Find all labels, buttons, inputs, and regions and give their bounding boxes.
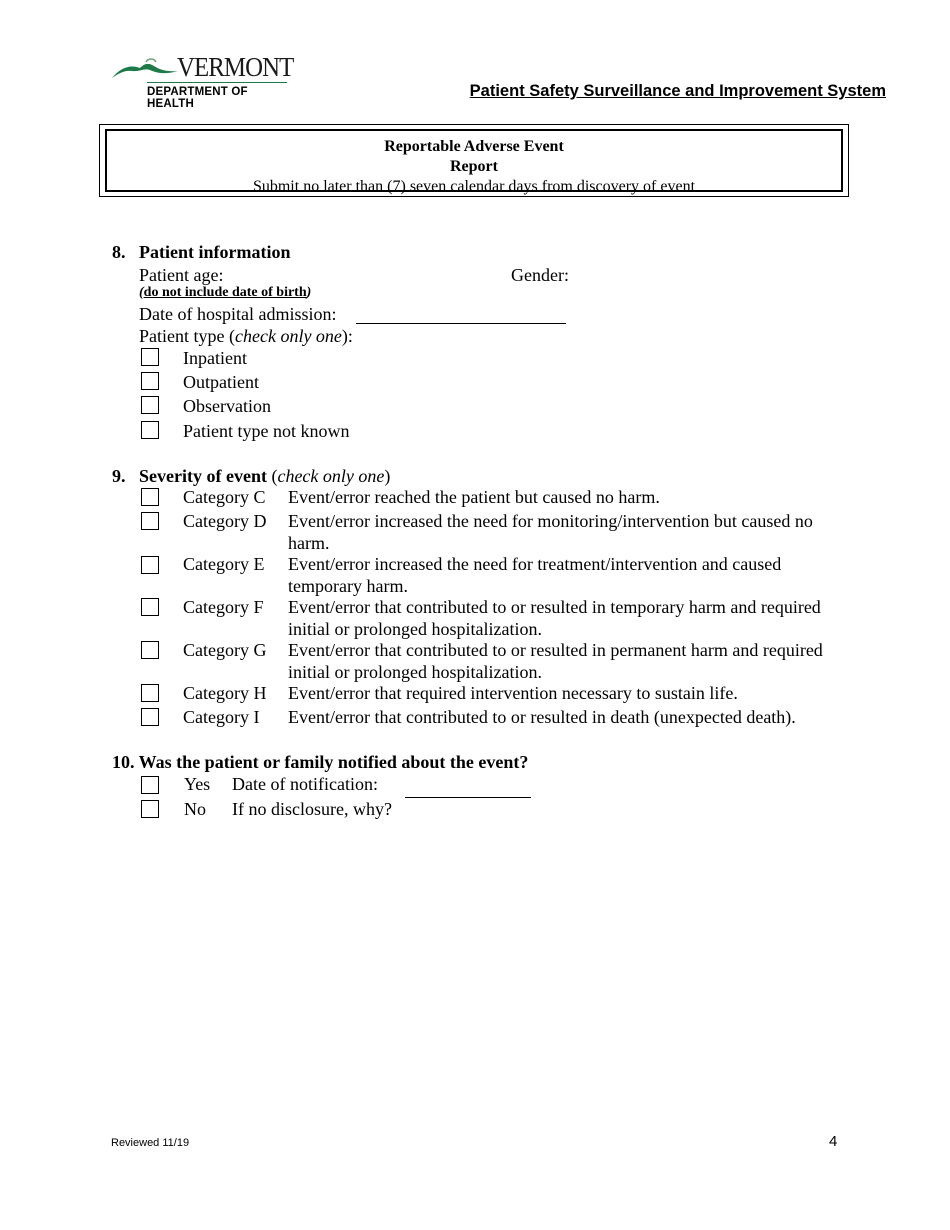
category-e-checkbox[interactable] [141,556,159,574]
observation-label: Observation [183,396,271,416]
section10-title: 10. Was the patient or family notified about the event? [112,752,529,772]
inpatient-checkbox[interactable] [141,348,159,366]
category-h-desc: Event/error that required intervention necessary to sustain life. [288,683,738,703]
no-disclosure-reason-label: If no disclosure, why? [232,799,392,819]
category-c-desc: Event/error reached the patient but caused no harm. [288,487,660,507]
patient-age-label: Patient age: [139,265,224,285]
reviewed-date: Reviewed 11/19 [111,1137,190,1149]
notified-no-checkbox[interactable] [141,800,159,818]
outpatient-label: Outpatient [183,372,259,392]
report-title-line2: Report [450,158,498,175]
section9-number: 9. [112,466,126,486]
category-e-desc: Event/error increased the need for treatment/intervention and caused temporary harm. [288,554,782,596]
report-title-box [99,124,849,197]
notified-no-label: No [184,799,206,819]
category-h-checkbox[interactable] [141,684,159,702]
category-f-label: Category F [183,597,264,617]
inpatient-label: Inpatient [183,348,247,368]
category-d-desc: Event/error increased the need for monitoring/intervention but caused no harm. [288,511,813,553]
patient-type-label: Patient type (check only one): [139,326,353,346]
category-i-desc: Event/error that contributed to or resulted in death (unexpected death). [288,707,796,727]
category-d-label: Category D [183,511,267,531]
admission-date-field[interactable] [356,323,566,324]
report-subtitle: Submit no later than (7) seven calendar days from discovery of event [252,178,696,195]
category-c-checkbox[interactable] [141,488,159,506]
category-f-desc: Event/error that contributed to or resulted in temporary harm and required initial or prolonged hospitalization. [288,597,821,639]
admission-date-label: Date of hospital admission: [139,304,337,324]
type-not-known-checkbox[interactable] [141,421,159,439]
category-f-checkbox[interactable] [141,598,159,616]
system-title: Patient Safety Surveillance and Improvement System [469,82,886,100]
category-i-label: Category I [183,707,260,727]
type-not-known-label: Patient type not known [183,421,350,441]
category-e-label: Category E [183,554,265,574]
category-c-label: Category C [183,487,266,507]
logo-wordmark: VERMONT [177,52,294,82]
outpatient-checkbox[interactable] [141,372,159,390]
category-h-label: Category H [183,683,267,703]
notified-yes-label: Yes [184,774,211,794]
vermont-health-logo [110,52,295,110]
mountain-logo-icon [110,54,180,82]
notification-date-field[interactable] [405,797,531,798]
section9-title: Severity of event (check only one) [139,466,391,486]
category-g-desc: Event/error that contributed to or resulted in permanent harm and required initial or prolonged hospitalization. [288,640,823,682]
section8-number: 8. [112,242,126,262]
gender-label: Gender: [511,265,569,285]
logo-department: DEPARTMENT OF HEALTH [147,86,248,110]
notification-date-label: Date of notification: [232,774,378,794]
category-g-label: Category G [183,640,267,660]
report-title-line1: Reportable Adverse Event [384,138,564,155]
category-g-checkbox[interactable] [141,641,159,659]
category-i-checkbox[interactable] [141,708,159,726]
section8-title: Patient information [139,242,291,262]
category-d-checkbox[interactable] [141,512,159,530]
age-note: (do not include date of birth) [139,285,312,300]
page-number: 4 [829,1133,838,1150]
observation-checkbox[interactable] [141,396,159,414]
notified-yes-checkbox[interactable] [141,776,159,794]
